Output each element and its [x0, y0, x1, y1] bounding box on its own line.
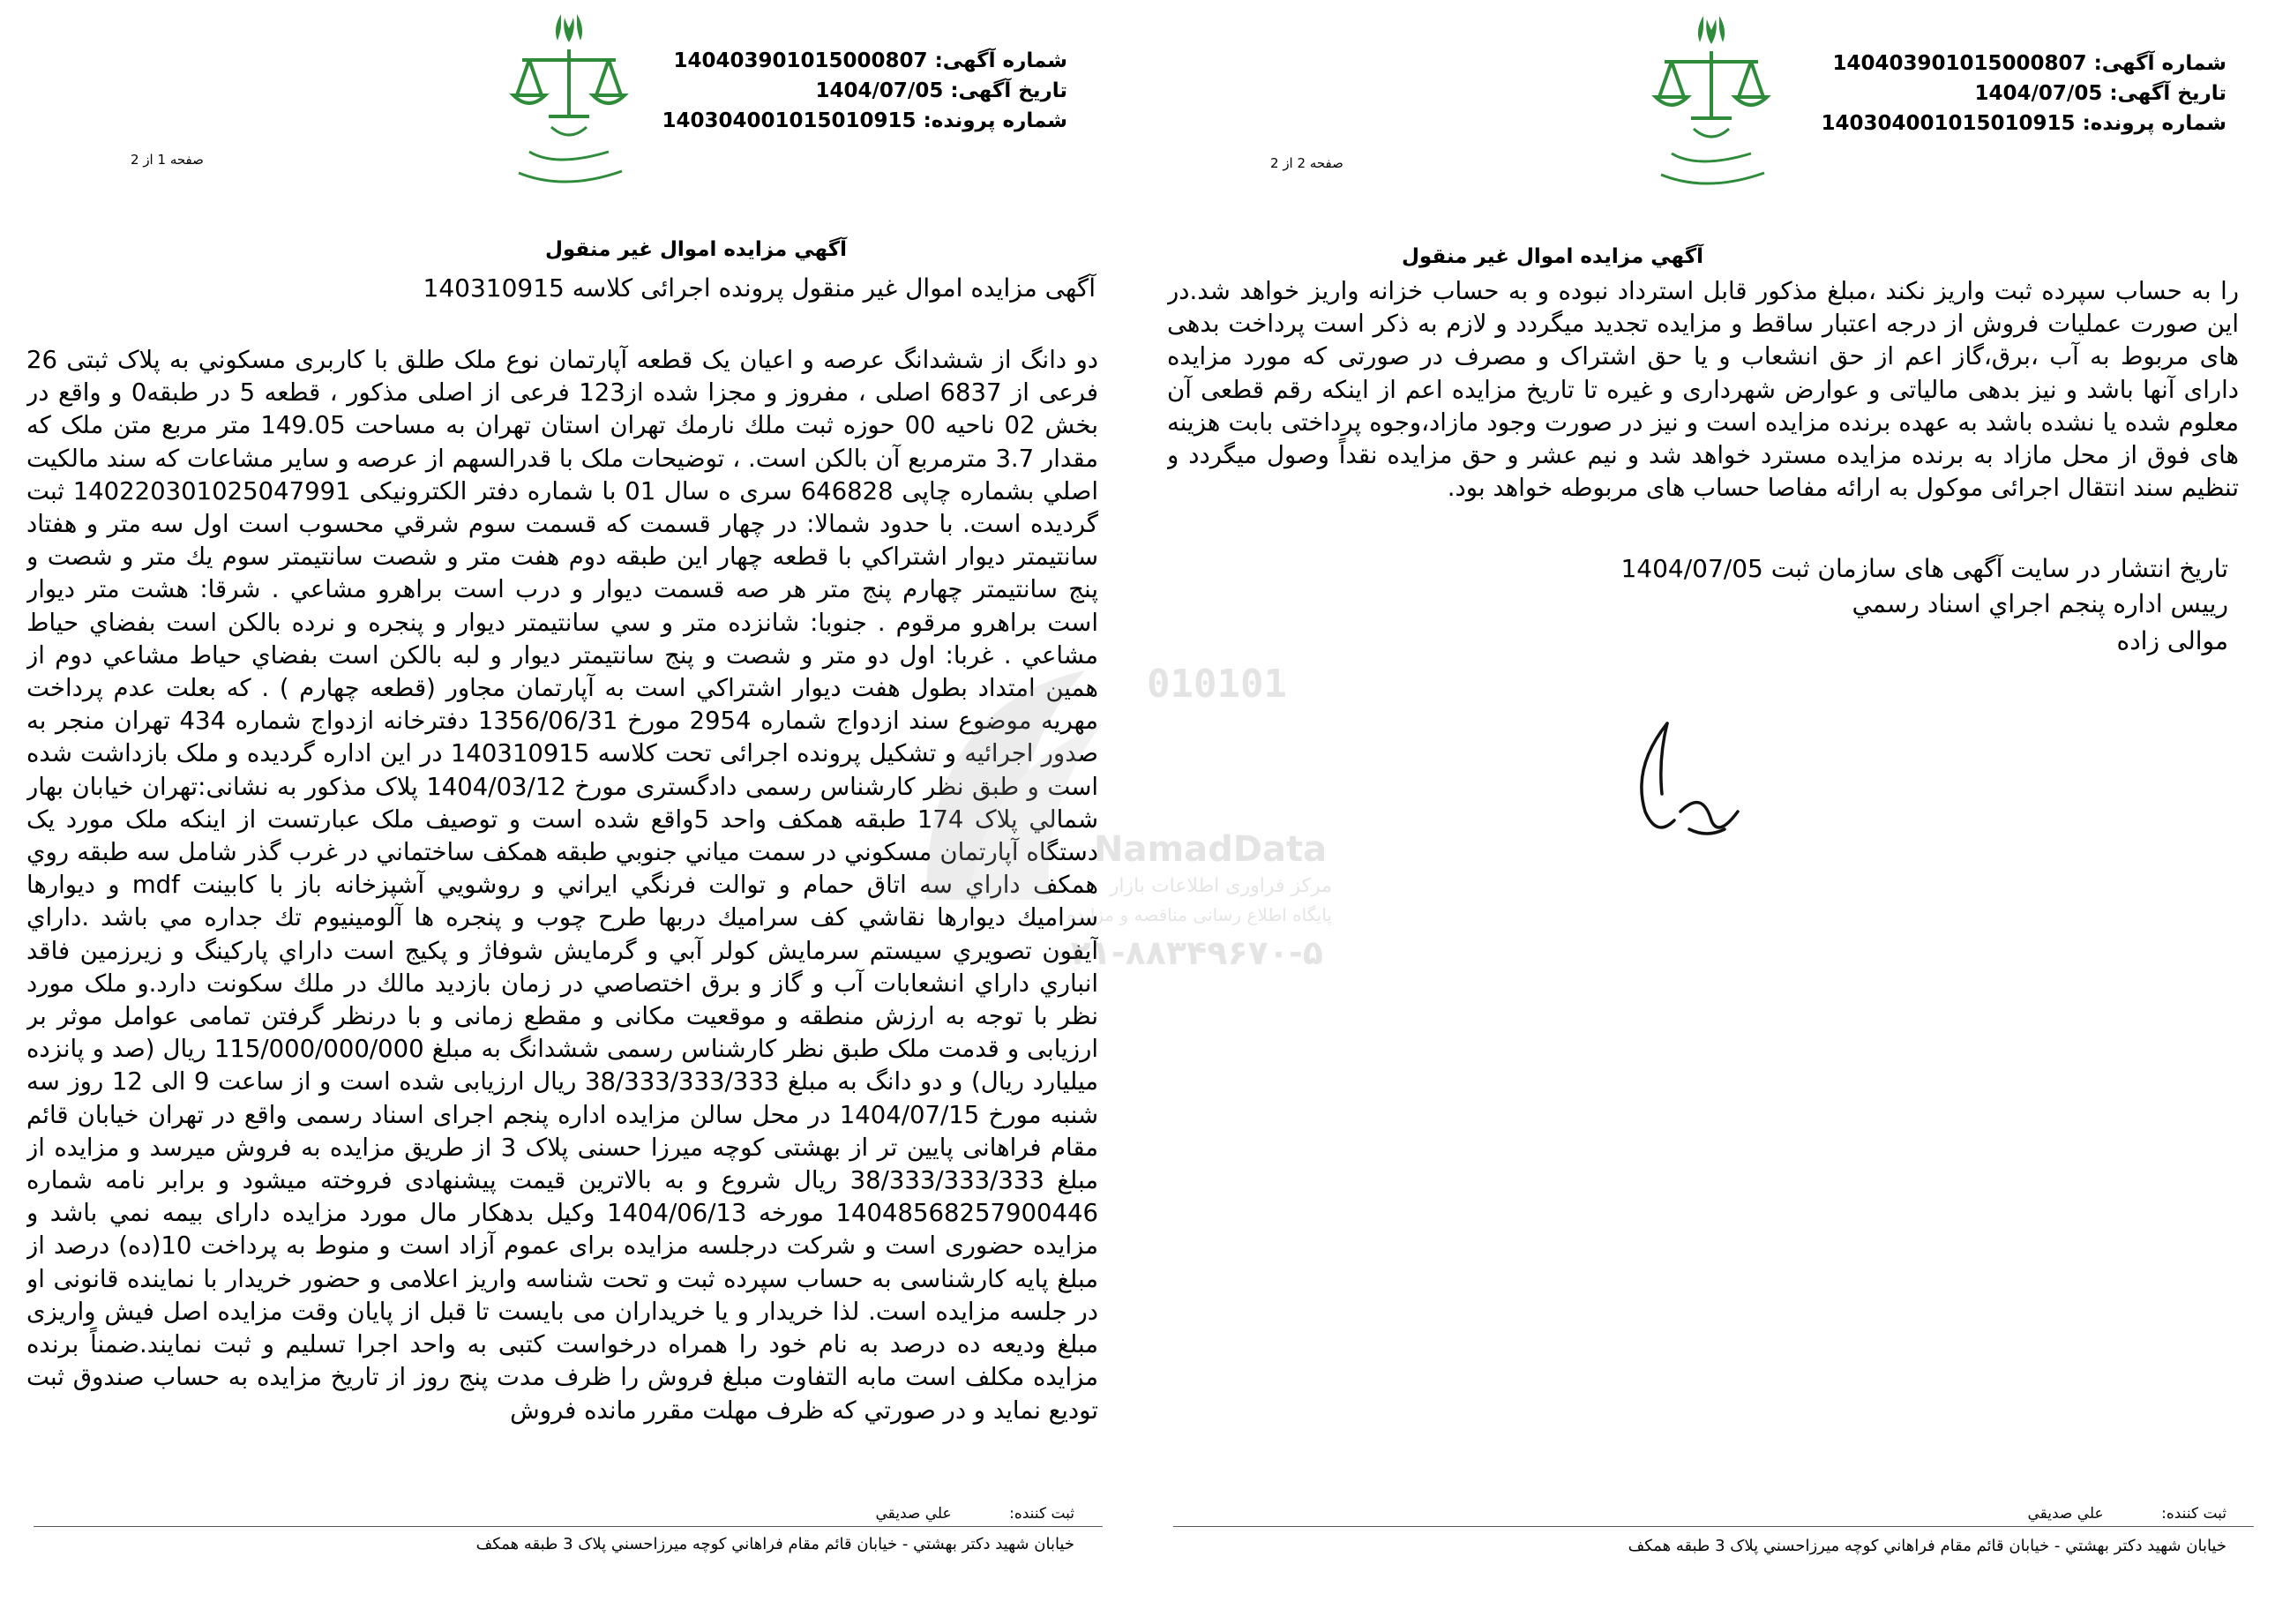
ad-number: 140403901015000807 [1832, 52, 2087, 75]
ad-number-label: شماره آگهی: [934, 49, 1067, 72]
ad-date-label: تاریخ آگهی: [2109, 82, 2226, 105]
case-number-row [662, 106, 1067, 136]
watermark-digits: 010101 [1147, 662, 1287, 707]
footer-divider [34, 1526, 1103, 1527]
case-number-label: شماره پرونده: [923, 109, 1067, 132]
registrar [823, 1505, 1075, 1523]
official-title: رييس اداره پنجم اجراي اسناد رسمي [1852, 589, 2228, 618]
publication-date-line: تاریخ انتشار در سایت آگهی های سازمان ثبت 1404/07/05 [1620, 554, 2228, 583]
judiciary-emblem-icon [1645, 12, 1777, 193]
ad-number-row [662, 46, 1067, 76]
header-info [1821, 49, 2226, 138]
registrar [1975, 1505, 2227, 1523]
announcement-subtitle: آگهی مزایده اموال غیر منقول پرونده اجرائی کلاسه 140310915 [423, 273, 1096, 303]
watermark-caption-2: پایگاه اطلاع رسانی مناقصه و مزایده [1066, 904, 1332, 925]
case-number-label: شماره پرونده: [2082, 112, 2226, 135]
announcement-page-2 [1147, 0, 2290, 1624]
ad-date: 1404/07/05 [815, 79, 944, 102]
header-info [662, 46, 1067, 136]
footer-address: خيابان شهيد دكتر بهشتي - خيابان قائم مقام فراهاني كوچه ميرزاحسني پلاک 3 طبقه همكف [1628, 1537, 2226, 1555]
ad-date-label: تاریخ آگهی: [950, 79, 1067, 102]
registrar-name: علي صديقي [2027, 1505, 2104, 1523]
case-number-row [1821, 109, 2226, 138]
announcement-body: را به حساب سپرده ثبت واریز نکند ،مبلغ مذکور قابل استرداد نبوده و به حساب خزانه واریز خواهد شد.در این صورت عملیات فروش از درجه اعتبار ساقط و مزایده تجدید میگردد و لازم به ذکر است پرداخت بدهی های مربوط به آب ،برق،گاز اعم از حق انشعاب و یا حق اشتراک و مصرف در صورتی که مورد مزایده دارای آنها باشد و نیز بدهی مالیاتی و عوارض شهرداری و غیره تا تاریخ مزایده اعم از اینکه رقم قطعی آن معلوم شده یا نشده باشد به عهده برنده مزایده است و نیز در صورت وجود مازاد،وجوه پرداختی بابت هزینه های فوق از محل مازاد به برنده مزایده مسترد خواهد شد و نیم عشر و حق مزایده نقداً وصول میگردد و تنظیم سند انتقال اجرائی موکول به ارائه مفاصا حساب های مربوطه خواهد بود. [1167, 277, 2239, 503]
signature-image [1605, 706, 1755, 864]
ad-date-row [662, 76, 1067, 106]
ad-number: 140403901015000807 [673, 49, 928, 72]
ad-number-row [1821, 49, 2226, 79]
footer-divider [1173, 1526, 2254, 1527]
judiciary-emblem-icon [503, 11, 635, 191]
announcement-title: آگهي مزايده اموال غير منقول [1401, 245, 1703, 268]
watermark-phone: ۰۲۱-۸۸۳۴۹۶۷۰-۵ [1050, 933, 1323, 972]
ad-date-row [1821, 79, 2226, 109]
page-indicator: صفحه 2 از 2 [1270, 155, 1343, 171]
announcement-page-1 [0, 0, 1138, 1624]
case-number: 140304001015010915 [1821, 112, 2076, 135]
page-indicator: صفحه 1 از 2 [131, 152, 204, 168]
registrar-name: علي صديقي [875, 1505, 952, 1523]
footer-address: خيابان شهيد دكتر بهشتي - خيابان قائم مقام فراهاني كوچه ميرزاحسني پلاک 3 طبقه همكف [475, 1535, 1074, 1553]
ad-number-label: شماره آگهی: [2093, 52, 2226, 75]
ad-date: 1404/07/05 [1974, 82, 2103, 105]
watermark-brand: NamadData [1094, 829, 1328, 870]
case-number: 140304001015010915 [662, 109, 917, 132]
announcement-title: آگهي مزايده اموال غير منقول [544, 238, 847, 261]
watermark-caption: مرکز فراوری اطلاعات بازار [1109, 875, 1332, 897]
registrar-label: ثبت كننده: [1009, 1505, 1074, 1523]
official-name: موالی زاده [2116, 626, 2228, 655]
announcement-body: دو دانگ از ششدانگ عرصه و اعیان یک قطعه آپارتمان نوع ملک طلق با کاربری مسکوني به پلاک ثبتی 26 فرعی از 6837 اصلی ، مفروز و مجزا شده از123 فرعی از اصلی مذکور ، قطعه 5 در طبقه0 و واقع در بخش 02 ناحیه 00 حوزه ثبت ملك نارمك تهران استان تهران به مساحت 149.05 متر مربع متن ملک که مقدار 3.7 مترمربع آن بالکن است. ، توضیحات ملک با قدرالسهم از عرصه و سایر مشاعات که سند مالکیت اصلي بشماره چاپی 646828 سری ه سال 01 با شماره دفتر الکترونیکی 140220301025047991 ثبت گردیده است. با حدود شمالا: در چهار قسمت كه قسمت سوم شرقي محسوب است اول سه متر و هفتاد سانتيمتر ديوار اشتراكي با قطعه چهار اين طبقه دوم هفت متر و شصت سانتيمتر سوم يك متر و شصت و پنج سانتيمتر چهارم پنج متر هر صه قسمت ديوار و درب است براهرو مشاعي . شرقا: هشت متر ديوار است براهرو مرقوم . جنوبا: شانزده متر و سي سانتيمتر ديوار و پنجره و نرده بالكن است بفضاي حياط مشاعي . غربا: اول دو متر و شصت و پنج سانتيمتر ديوار و لبه بالكن است بفضاي حياط مشاعي دوم از همين امتداد بطول هفت ديوار اشتراكي است به آپارتمان مجاور (قطعه چهارم ) . که بعلت عدم پرداخت مهریه موضوع سند ازدواج شماره 2954 مورخ 1356/06/31 دفترخانه ازدواج شماره 434 تهران منجر به صدور اجرائیه و تشکیل پرونده اجرائی تحت کلاسه 140310915 در این اداره گردیده و ملک بازداشت شده است و طبق نظر کارشناس رسمی دادگستری مورخ 1404/03/12 پلاک مذکور به نشانی:تهران خيابان بهار شمالي پلاک 174 طبقه همکف واحد 5واقع شده است و توصیف ملک عبارتست از اینکه ملک مورد یک دستگاه آپارتمان مسكوني در سمت مياني جنوبي طبقه همكف ساختماني در غرب گذر شامل سه طبقه روي همكف داراي سه اتاق حمام و توالت فرنگي ايراني و روشويي آشپزخانه باز با كابينت mdf و ديوارها سراميك ديوارها نقاشي كف سراميك دربها طرح چوب و پنجره ها آلومينيوم تك جداره مي باشد .داراي آيفون تصويري سيستم سرمايش كولر آبي و گرمايش شوفاژ و پكيج است داراي پاركينگ و زيرزمين فاقد انباري داراي انشعابات آب و گاز و برق اختصاصي در زمان بازديد مالك در ملك سكونت دارد.و ملک مورد نظر با توجه به ارزش منطقه و موقعیت مکانی و مقطع زمانی و با درنظر گرفتن تمامی عوامل موثر بر ارزیابی و قدمت ملک طبق نظر کارشناس رسمی ششدانگ به مبلغ 115/000/000/000 ریال (صد و پانزده میلیارد ریال) و دو دانگ به مبلغ 38/333/333/333 ریال ارزیابی شده است و از ساعت 9 الی 12 روز سه شنبه مورخ 1404/07/15 در محل سالن مزایده اداره پنجم اجرای اسناد رسمی واقع در تهران خيابان قائم مقام فراهانی پایین تر از بهشتی کوچه میرزا حسنی پلاک 3 از طریق مزایده به فروش میرسد و مزایده از مبلغ 38/333/333/333 ریال شروع و به بالاترین قیمت پیشنهادی فروخته میشود و برابر نامه شماره 14048568257900446 مورخه 1404/06/13 وکیل بدهکار مال مورد مزایده دارای بیمه نمي باشد و مزایده حضوری است و شرکت درجلسه مزایده برای عموم آزاد است و منوط به پرداخت 10(ده) درصد از مبلغ پایه کارشناسی به حساب سپرده ثبت و تحت شناسه واریز اعلامی و حضور خریدار با نماینده قانونی او در جلسه مزایده است. لذا خریدار و یا خریداران می بایست تا قبل از پایان وقت مزایده اصل فیش واریزی مبلغ ودیعه ده درصد به نام خود را همراه درخواست کتبی به واحد اجرا تسلیم و ثبت نمایند.ضمناً برنده مزایده مکلف است مابه التفاوت مبلغ فروش را ظرف مدت پنج روز از تاریخ مزایده به حساب صندوق ثبت تودیع نماید و در صورتي که ظرف مهلت مقرر مانده فروش [26, 346, 1098, 1425]
registrar-label: ثبت كننده: [2161, 1505, 2226, 1523]
